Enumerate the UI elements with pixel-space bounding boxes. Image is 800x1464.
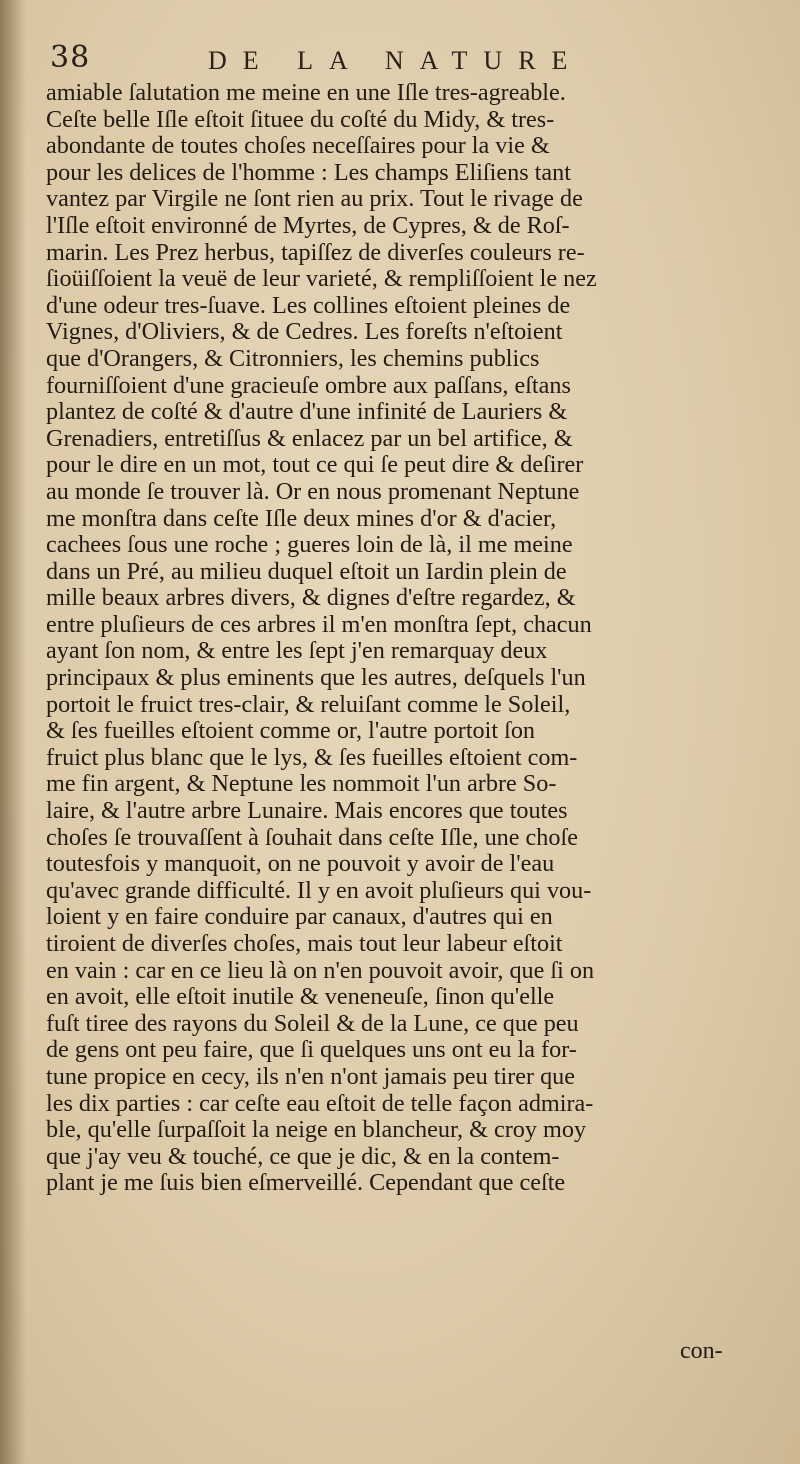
text-line: choſes ſe trouvaſſent à ſouhait dans ceſte Iſle, une choſe: [46, 823, 578, 851]
text-line: plantez de coſté & d'autre d'une infinité de Lauriers &: [46, 398, 568, 426]
text-line: ayant ſon nom, & entre les ſept j'en remarquay deux: [46, 637, 548, 665]
text-line: fruict plus blanc que le lys, & ſes fueilles eſtoient com-: [46, 743, 578, 771]
text-line: en vain : car en ce lieu là on n'en pouvoit avoir, que ſi on: [46, 956, 595, 984]
text-line: amiable ſalutation me meine en une Iſle tres-agreable.: [46, 79, 566, 106]
text-line: pour le dire en un mot, tout ce qui ſe peut dire & deſirer: [46, 451, 584, 479]
text-line: cachees ſous une roche ; gueres loin de là, il me meine: [46, 531, 573, 559]
text-line: abondante de toutes choſes neceſſaires pour la vie &: [46, 132, 550, 160]
text-line: ſioüiſſoient la veuë de leur varieté, & rempliſſoient le nez: [46, 265, 597, 293]
text-line: tune propice en cecy, ils n'en n'ont jamais peu tirer que: [46, 1062, 576, 1090]
text-line: Vignes, d'Oliviers, & de Cedres. Les foreſts n'eſtoient: [46, 318, 563, 346]
body-text: [46, 80, 748, 1197]
text-line: dans un Pré, au milieu duquel eſtoit un Iardin plein de: [46, 557, 567, 585]
page-number: 38: [50, 40, 91, 75]
text-line: laire, & l'autre arbre Lunaire. Mais encores que toutes: [46, 797, 568, 825]
text-line: portoit le fruict tres-clair, & reluiſant comme le Soleil,: [46, 690, 571, 718]
running-head: [50, 40, 750, 80]
text-line: mille beaux arbres divers, & dignes d'eſtre regardez, &: [46, 584, 576, 612]
text-line: loient y en faire conduire par canaux, d'autres qui en: [46, 903, 553, 931]
text-line: qu'avec grande difficulté. Il y en avoit pluſieurs qui vou-: [46, 876, 592, 904]
text-line: ble, qu'elle ſurpaſſoit la neige en blancheur, & croy moy: [46, 1116, 587, 1144]
text-line: que j'ay veu & touché, ce que je dic, & en la contem-: [46, 1142, 560, 1170]
text-line: en avoit, elle eſtoit inutile & veneneuſe, ſinon qu'elle: [46, 983, 555, 1011]
text-line: de gens ont peu faire, que ſi quelques uns ont eu la for-: [46, 1036, 577, 1064]
text-line: marin. Les Prez herbus, tapiſſez de diverſes couleurs re-: [46, 238, 585, 266]
text-line: Ceſte belle Iſle eſtoit ſituee du coſté du Midy, & tres-: [46, 105, 555, 133]
text-line: tiroient de diverſes choſes, mais tout leur labeur eſtoit: [46, 930, 563, 957]
running-title: DE LA NATURE: [208, 46, 584, 75]
text-line: & ſes fueilles eſtoient comme or, l'autre portoit ſon: [46, 717, 536, 745]
text-line: au monde ſe trouver là. Or en nous promenant Neptune: [46, 477, 580, 505]
text-line: les dix parties : car ceſte eau eſtoit de telle façon admira-: [46, 1089, 594, 1117]
text-line: Grenadiers, entretiſſus & enlacez par un bel artifice, &: [46, 424, 573, 452]
text-line: pour les delices de l'homme : Les champs Eliſiens tant: [46, 158, 571, 186]
text-line: toutesfois y manquoit, on ne pouvoit y avoir de l'eau: [46, 850, 555, 878]
text-line: me fin argent, & Neptune les nommoit l'un arbre So-: [46, 770, 557, 798]
text-line: que d'Orangers, & Citronniers, les chemins publics: [46, 344, 540, 372]
catchword: con-: [680, 1338, 723, 1364]
binding-gutter-shadow: [0, 0, 26, 1464]
text-line: me monſtra dans ceſte Iſle deux mines d'or & d'acier,: [46, 504, 557, 532]
text-line: principaux & plus eminents que les autres, deſquels l'un: [46, 664, 586, 692]
text-line: fuſt tiree des rayons du Soleil & de la Lune, ce que peu: [46, 1009, 579, 1037]
text-line: entre pluſieurs de ces arbres il m'en monſtra ſept, chacun: [46, 610, 592, 638]
text-line: vantez par Virgile ne ſont rien au prix. Tout le rivage de: [46, 185, 583, 213]
text-line: l'Iſle eſtoit environné de Myrtes, de Cypres, & de Roſ-: [46, 211, 570, 239]
text-line: d'une odeur tres-ſuave. Les collines eſtoient pleines de: [46, 291, 571, 319]
text-line: plant je me ſuis bien eſmerveillé. Cependant que ceſte: [46, 1169, 566, 1197]
text-line: fourniſſoient d'une gracieuſe ombre aux paſſans, eſtans: [46, 371, 571, 399]
